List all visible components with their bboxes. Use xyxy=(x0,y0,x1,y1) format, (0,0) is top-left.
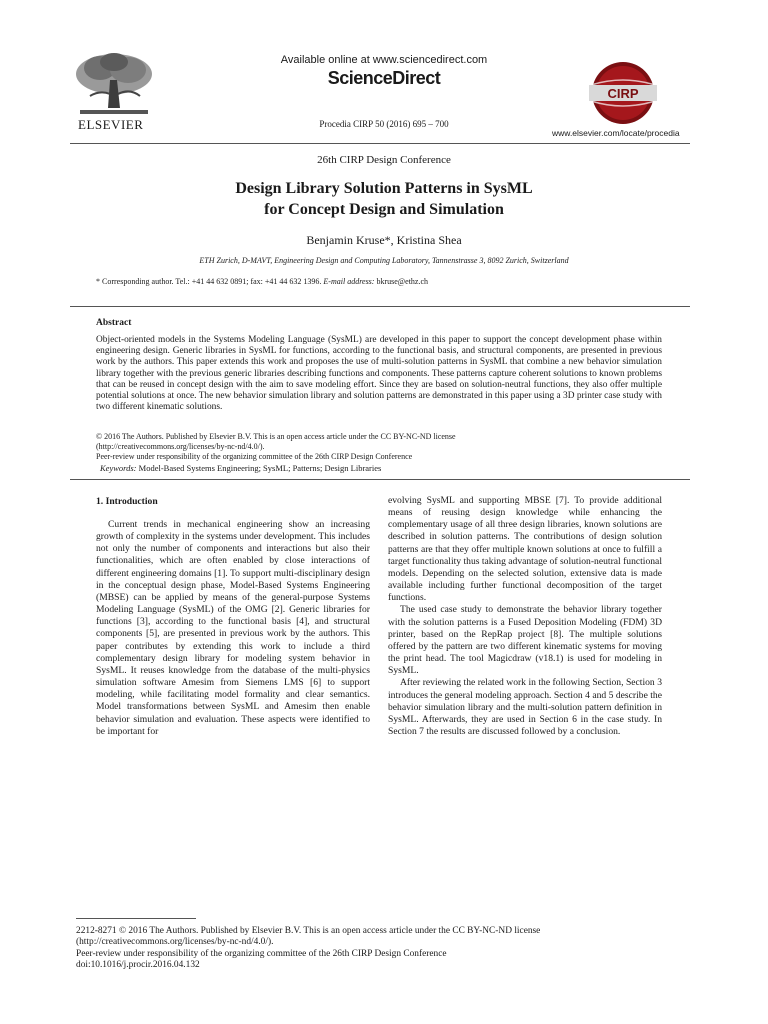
corresponding-author-note xyxy=(96,277,428,286)
paper-title-line2: for Concept Design and Simulation xyxy=(264,201,504,218)
abstract-top-divider xyxy=(70,306,690,307)
intro-paragraph-2: evolving SysML and supporting MBSE [7]. To provide additional means of reusing design knowledge while enhancing the complementary usage of all three design libraries, known solutions are described in solution patterns. The contributions of design solution patterns are that they offer multiple known solutions at once to fulfill a target functionality thus taking advantage of solution-neutral functional models. Depending on the selected solution, extensive data is made available including further functional decomposition of the target functions. xyxy=(388,495,662,604)
body-column-left xyxy=(96,519,370,738)
footer-doi[interactable]: doi:10.1016/j.procir.2016.04.132 xyxy=(76,960,200,971)
abstract-peer-review: Peer-review under responsibility of the organizing committee of the 26th CIRP Design Conference xyxy=(96,452,413,461)
footer-issn-copyright: 2212-8271 © 2016 The Authors. Published by Elsevier B.V. This is an open access article under the CC BY-NC-ND license xyxy=(76,926,541,936)
paper-authors: Benjamin Kruse*, Kristina Shea xyxy=(306,233,462,247)
sciencedirect-brand: ScienceDirect xyxy=(327,68,441,88)
header-divider xyxy=(70,143,690,144)
intro-paragraph-1: Current trends in mechanical engineering show an increasing growth of complexity in the systems under development. This includes not only the number of components and interactions but also their functionalities, which are often enabled by close interactions of different engineering domains [1]. To support multi-disciplinary design in the conceptual design phase, Model-Based Systems Engineering (MBSE) can be applied by means of the general-purpose Systems Modeling Language (SysML) of the OMG [2]. Generic libraries for functions [3], according to the functional basis [4], and structural components [5], are presented in previous work by the authors. This paper contributes by extending this work to include a third complementary design library for modeling system behavior in SysML. It reuses knowledge from the database of the multi-physics simulation software Amesim from Siemens LMS [6] to support modeling, while facilitating model formality and clear semantics. Model transformations between SysML and Amesim then enable behavior simulation and evaluation. These aspects were identified to be important for xyxy=(96,519,370,737)
footer-license-link[interactable]: (http://creativecommons.org/licenses/by-nc-nd/4.0/). xyxy=(76,937,274,948)
cirp-logo-text: CIRP xyxy=(607,86,639,101)
keywords-list: Model-Based Systems Engineering; SysML; Patterns; Design Libraries xyxy=(136,463,382,473)
section-heading-introduction: 1. Introduction xyxy=(96,496,158,507)
footer-divider xyxy=(76,918,196,919)
cirp-emblem-icon xyxy=(583,61,663,125)
footer-notice xyxy=(76,926,540,972)
available-online-text[interactable]: Available online at www.sciencedirect.com xyxy=(280,54,488,66)
paper-title-line1: Design Library Solution Patterns in SysML xyxy=(235,180,533,197)
intro-paragraph-4: After reviewing the related work in the following Section, Section 3 introduces the general modeling approach. Section 4 and 5 describe the behavior simulation library and the multi-solution pattern definition in SysML. Afterwards, they are used in Section 6 in the case study. In Section 7 the results are discussed followed by a conclusion. xyxy=(388,677,662,737)
email-label: E-mail address: xyxy=(323,277,375,286)
intro-paragraph-3: The used case study to demonstrate the behavior library together with the solution patterns is a Fused Deposition Modeling (FDM) 3D printer, based on the RepRap project [8]. The multiple solutions offered by the pattern are two different kinematic systems for moving the print head. The tool Magicdraw (v18.1) is used for modeling in SysML. xyxy=(388,604,662,677)
footer-peer-review: Peer-review under responsibility of the organizing committee of the 26th CIRP Design Conference xyxy=(76,948,447,959)
journal-url[interactable]: www.elsevier.com/locate/procedia xyxy=(552,128,680,138)
corresponding-email[interactable]: bkruse@ethz.ch xyxy=(374,277,429,286)
body-column-right xyxy=(388,495,662,738)
journal-citation: Procedia CIRP 50 (2016) 695 – 700 xyxy=(319,119,449,129)
publisher-logo-text: ELSEVIER xyxy=(78,117,144,132)
keywords xyxy=(100,463,381,473)
abstract-bottom-divider xyxy=(70,479,690,480)
cirp-logo xyxy=(583,61,663,125)
abstract-license-link[interactable]: (http://creativecommons.org/licenses/by-nc-nd/4.0/). xyxy=(96,442,265,451)
conference-name: 26th CIRP Design Conference xyxy=(317,154,451,166)
corresponding-contact: * Corresponding author. Tel.: +41 44 632 0891; fax: +41 44 632 1396. xyxy=(96,277,324,286)
abstract-heading: Abstract xyxy=(96,318,132,328)
abstract-copyright-line1: © 2016 The Authors. Published by Elsevier B.V. This is an open access article under the CC BY-NC-ND license xyxy=(96,432,456,441)
author-affiliation: ETH Zurich, D-MAVT, Engineering Design and Computing Laboratory, Tannenstrasse 3, 8092 Zurich, Switzerland xyxy=(199,256,569,265)
abstract-body: Object-oriented models in the Systems Modeling Language (SysML) are developed in this paper to support the concept development phase within engineering design. Generic libraries in SysML for functions, according to the functional basis, and structural components, are presented in previous work by the authors. This paper extends this work and proposes the use of multi-solution patterns in SysML that combine a new behavior simulation library together with the previous generic libraries describing functions and components. These patterns capture coherent solutions to known problems that can be reused in concept design with the aim to save modeling effort. Since they are based on solution-neutral functions, they also offer multiple potential solutions at once. The new behavior simulation library and solution patterns are demonstrated in this paper using a 3D printer case study with two different kinematic solutions. xyxy=(96,335,662,413)
keywords-label: Keywords: xyxy=(100,463,137,473)
